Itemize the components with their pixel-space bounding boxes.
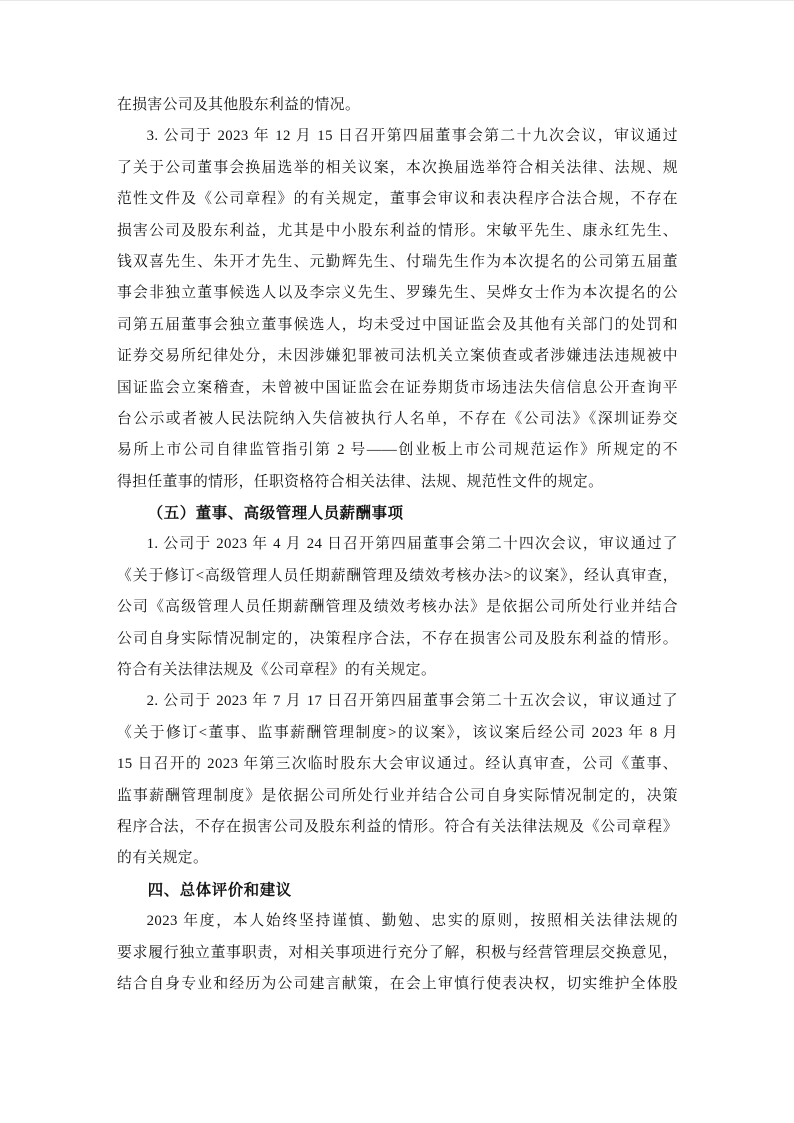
text-line: 钱双喜先生、朱开才先生、元勤辉先生、付瑞先生作为本次提名的公司第五届董 <box>117 253 678 270</box>
text-line: 国证监会立案稽查，未曾被中国证监会在证券期货市场违法失信信息公开查询平 <box>117 379 678 396</box>
text-line: 的有关规定。 <box>117 850 209 867</box>
text-line: 程序合法，不存在损害公司及股东利益的情形。符合有关法律法规及《公司章程》 <box>117 818 678 835</box>
text-line: 公司自身实际情况制定的，决策程序合法，不存在损害公司及股东利益的情形。 <box>117 630 678 647</box>
text-line: 监事薪酬管理制度》是依据公司所处行业并结合公司自身实际情况制定的，决策 <box>117 787 678 804</box>
text-line: 结合自身专业和经历为公司建言献策，在会上审慎行使表决权，切实维护全体股 <box>117 975 678 992</box>
text-line: 2023 年度，本人始终坚持谨慎、勤勉、忠实的原则，按照相关法律法规的 <box>146 913 678 930</box>
text-line: 易所上市公司自律监管指引第 2 号——创业板上市公司规范运作》所规定的不 <box>117 442 678 459</box>
text-line: 2. 公司于 2023 年 7 月 17 日召开第四届董事会第二十五次会议，审议通过了 <box>146 693 678 710</box>
text-line: 事会非独立董事候选人以及李宗义先生、罗臻先生、吴烨女士作为本次提名的公 <box>117 285 678 302</box>
text-line: 符合有关法律法规及《公司章程》的有关规定。 <box>117 662 437 679</box>
section-heading: （五）董事、高级管理人员薪酬事项 <box>147 505 404 523</box>
text-line: 要求履行独立董事职责，对相关事项进行充分了解，积极与经营管理层交换意见， <box>117 944 678 961</box>
section-heading: 四、总体评价和建议 <box>147 881 292 899</box>
text-line: 范性文件及《公司章程》的有关规定，董事会审议和表决程序合法合规，不存在 <box>117 191 678 208</box>
text-line: 3. 公司于 2023 年 12 月 15 日召开第四届董事会第二十九次会议，审议通过 <box>146 128 678 145</box>
text-line: 得担任董事的情形，任职资格符合相关法律、法规、规范性文件的规定。 <box>117 473 604 490</box>
text-line: 公司《高级管理人员任期薪酬管理及绩效考核办法》是依据公司所处行业并结合 <box>117 599 678 616</box>
text-line: 在损害公司及其他股东利益的情况。 <box>117 97 361 113</box>
text-line: 15 日召开的 2023 年第三次临时股东大会审议通过。经认真审查，公司《董事、 <box>117 756 678 773</box>
text-line: 证券交易所纪律处分，未因涉嫌犯罪被司法机关立案侦查或者涉嫌违法违规被中 <box>117 348 678 365</box>
text-line: 司第五届董事会独立董事候选人，均未受过中国证监会及其他有关部门的处罚和 <box>117 316 678 333</box>
text-line: 1. 公司于 2023 年 4 月 24 日召开第四届董事会第二十四次会议，审议通过了 <box>146 536 678 553</box>
text-line: 台公示或者被人民法院纳入失信被执行人名单，不存在《公司法》《深圳证券交 <box>117 410 678 427</box>
document-content <box>117 90 678 1000</box>
text-line: 损害公司及股东利益，尤其是中小股东利益的情形。宋敏平先生、康永红先生、 <box>117 222 678 239</box>
text-line: 《关于修订<董事、监事薪酬管理制度>的议案》，该议案后经公司 2023 年 8 月 <box>117 724 678 741</box>
text-line: 《关于修订<高级管理人员任期薪酬管理及绩效考核办法>的议案》，经认真审查， <box>117 567 678 584</box>
text-line: 了关于公司董事会换届选举的相关议案，本次换届选举符合相关法律、法规、规 <box>117 159 678 176</box>
